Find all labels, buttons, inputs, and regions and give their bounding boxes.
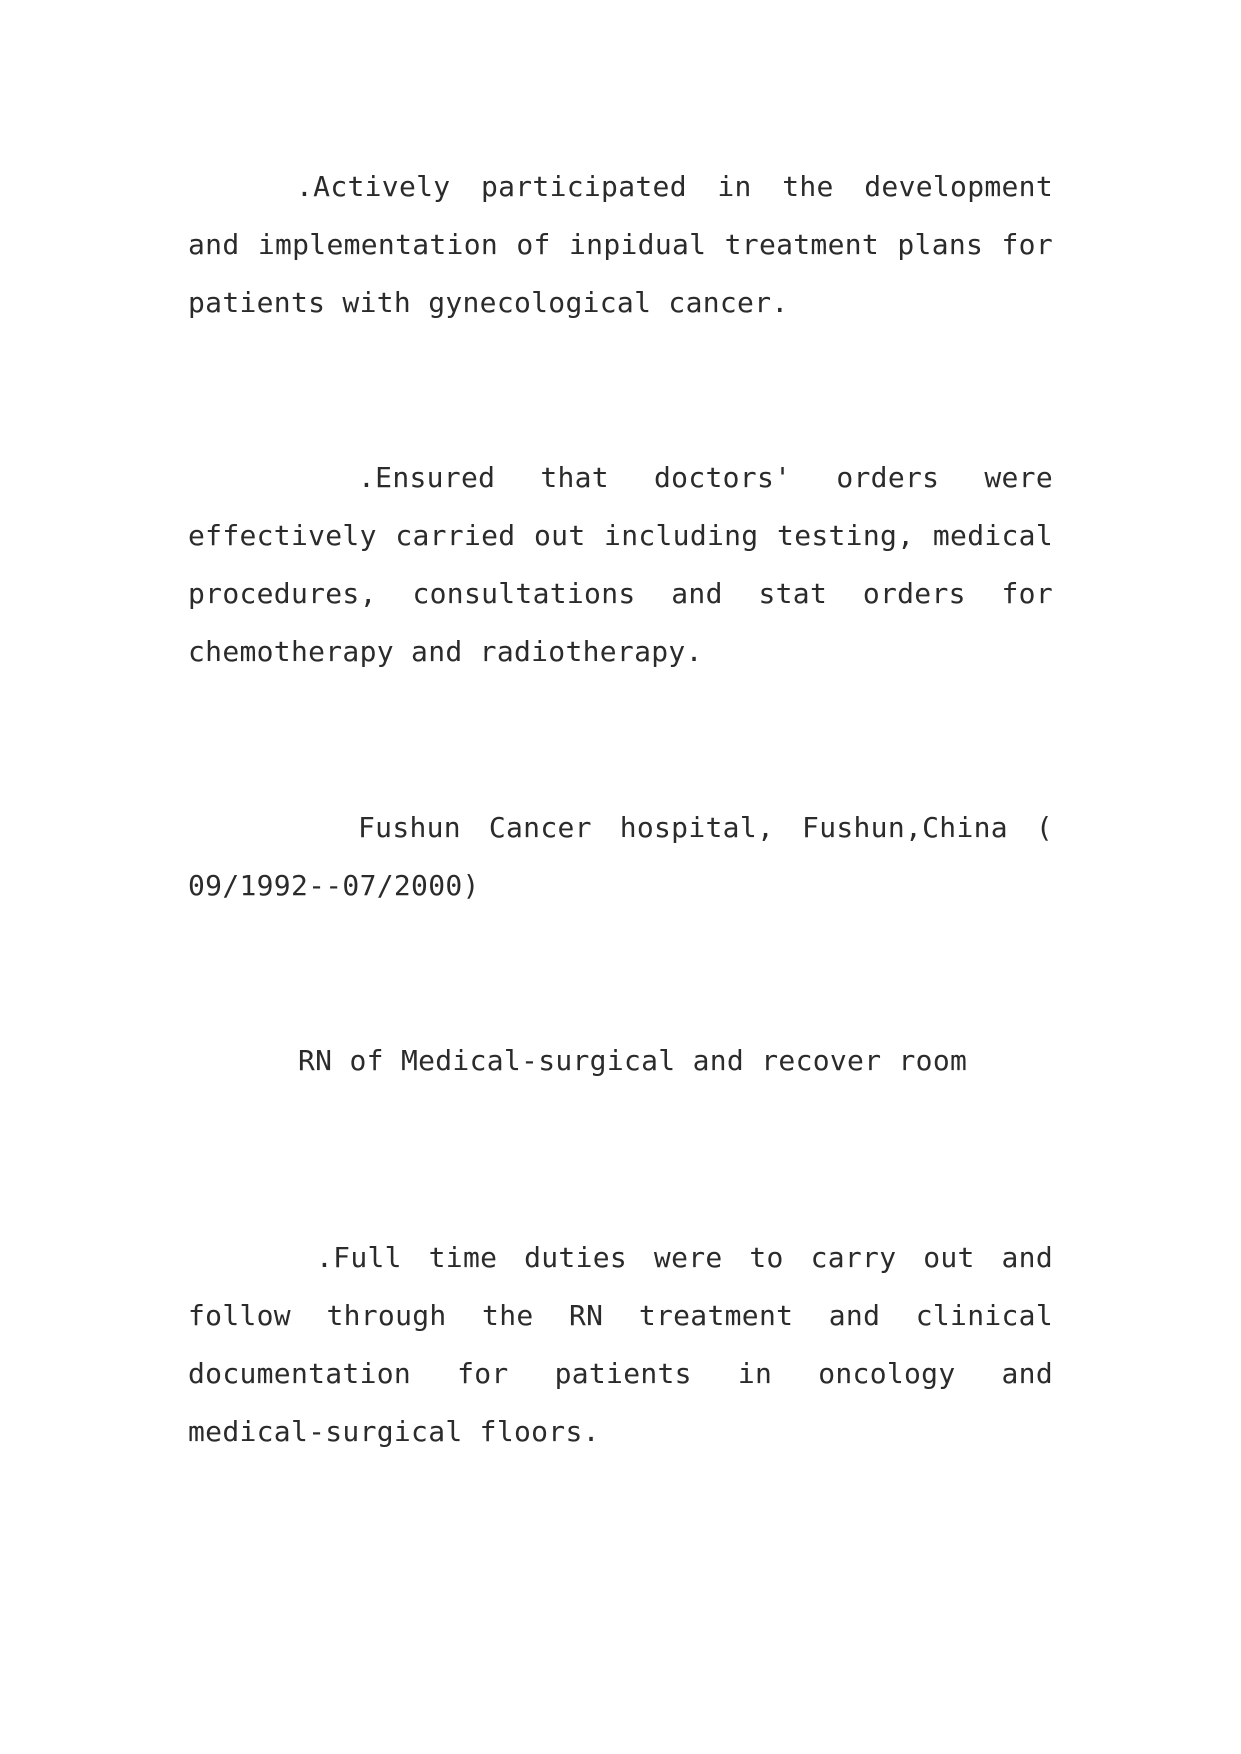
job-title-paragraph: RN of Medical-surgical and recover room (298, 1044, 968, 1077)
doctors-orders-paragraph: .Ensured that doctors' orders were effectively carried out including testing, medical procedures, consultations and stat orders for chemotherapy and radiotherapy. (188, 461, 1053, 668)
employer-paragraph: Fushun Cancer hospital, Fushun,China ( 09/1992--07/2000) (188, 811, 1053, 902)
treatment-plans-paragraph: .Actively participated in the development and implementation of inpidual treatment plans for patients with gynecological cancer. (188, 170, 1053, 319)
full-time-duties-paragraph: .Full time duties were to carry out and follow through the RN treatment and clinical documentation for patients in oncology and medical-surgical floors. (188, 1241, 1053, 1448)
